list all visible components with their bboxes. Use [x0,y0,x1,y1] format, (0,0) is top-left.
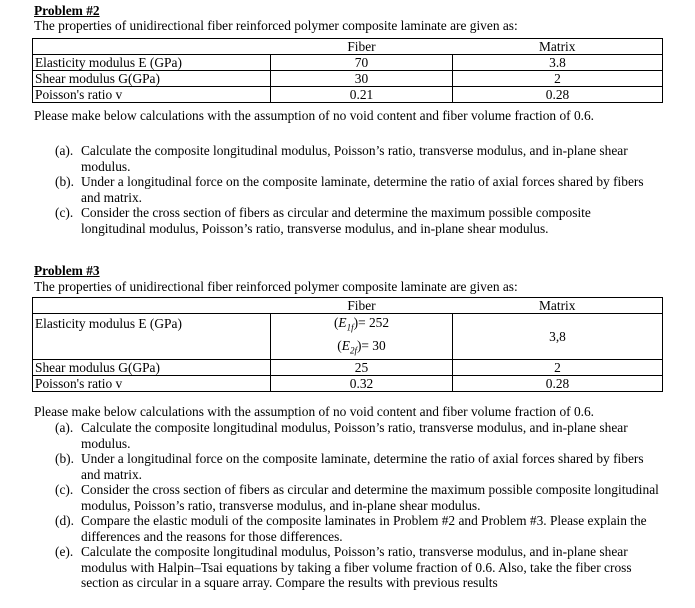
question-text: Under a longitudinal force on the composite laminate, determine the ratio of axial forces shared by fibers and matrix. [81,174,644,205]
question-text: Calculate the composite longitudinal modulus, Poisson’s ratio, transverse modulus, and in-plane shear modulus. [81,420,628,451]
row-label: Elasticity modulus E (GPa) [33,314,271,360]
table-header-row [33,298,663,314]
header-fiber: Fiber [271,298,453,314]
table-row [33,55,663,71]
fiber-value: 0.21 [271,87,453,103]
question-label: (a). [55,420,74,435]
header-blank [33,39,271,55]
problem2-intro: The properties of unidirectional fiber reinforced polymer composite laminate are given as: [34,18,518,33]
matrix-value: 0.28 [453,87,663,103]
fiber-value [271,314,453,360]
e1f-line: $(E_{1f})= 252$ [333,315,390,333]
matrix-value: 0.28 [453,376,663,392]
question-text: Under a longitudinal force on the composite laminate, determine the ratio of axial forces shared by fibers and matrix. [81,451,644,482]
e1f-value: )= 252 [353,315,390,330]
problem3-question-list [55,420,660,591]
question-label: (d). [55,513,74,528]
table-row [33,314,663,360]
table-row [33,71,663,87]
problem2-title: Problem #2 [34,3,100,18]
matrix-value: 2 [453,360,663,376]
question-item [55,205,655,236]
question-item [55,174,655,205]
matrix-value: 2 [453,71,663,87]
question-text: Consider the cross section of fibers as circular and determine the maximum possible composite longitudinal modulus, Poisson’s ratio, transverse modulus, and in-plane shear modulus. [81,482,659,513]
fiber-value: 70 [271,55,453,71]
question-label: (c). [55,482,74,497]
question-item [55,544,660,591]
question-item [55,451,660,482]
problem2-properties-table [32,38,663,103]
question-text: Consider the cross section of fibers as circular and determine the maximum possible composite longitudinal modulus, Poisson’s ratio, transverse modulus, and in-plane shear modulus. [81,205,591,236]
question-text: Calculate the composite longitudinal modulus, Poisson’s ratio, transverse modulus, and in-plane shear modulus. [81,143,628,174]
table-row [33,376,663,392]
header-fiber: Fiber [271,39,453,55]
fiber-value: 25 [271,360,453,376]
header-matrix: Matrix [453,39,663,55]
question-item [55,513,660,544]
table-row [33,87,663,103]
question-item [55,143,655,174]
question-item [55,482,660,513]
question-item [55,420,660,451]
question-text: Compare the elastic moduli of the composite laminates in Problem #2 and Problem #3. Please explain the differences and the reasons for those differences. [81,513,647,544]
e2f-symbol: $E_{2f}$ [341,337,357,356]
question-text: Calculate the composite longitudinal modulus, Poisson’s ratio, transverse modulus, and in-plane shear modulus with Halpin–Tsai equations by taking a fiber volume fraction of 0.6. Also, take the fiber cross section as circular in a square array. Compare the results with previous results [81,544,632,590]
question-label: (a). [55,143,74,158]
table-row [33,360,663,376]
matrix-value: 3,8 [453,314,663,360]
problem3-title: Problem #3 [34,263,100,278]
row-label: Elasticity modulus E (GPa) [33,55,271,71]
header-blank [33,298,271,314]
problem3-properties-table [32,297,663,392]
row-label: Poisson's ratio v [33,87,271,103]
e2f-line: $(E_{2f})= 30$ [337,337,386,356]
problem2-instruction: Please make below calculations with the assumption of no void content and fiber volume fraction of 0.6. [34,108,595,123]
e1f-symbol: $E_{1f}$ [338,315,354,333]
row-label: Poisson's ratio v [33,376,271,392]
question-label: (b). [55,174,74,189]
problem3-instruction: Please make below calculations with the assumption of no void content and fiber volume fraction of 0.6. [34,404,595,419]
question-label: (b). [55,451,74,466]
fiber-value: 0.32 [271,376,453,392]
table-header-row [33,39,663,55]
matrix-value: 3.8 [453,55,663,71]
problem2-question-list [55,143,655,236]
fiber-value: 30 [271,71,453,87]
question-label: (e). [55,544,74,559]
row-label: Shear modulus G(GPa) [33,360,271,376]
question-label: (c). [55,205,74,220]
e2f-value: )= 30 [356,337,386,353]
problem3-intro: The properties of unidirectional fiber reinforced polymer composite laminate are given as: [34,279,518,294]
header-matrix: Matrix [453,298,663,314]
row-label: Shear modulus G(GPa) [33,71,271,87]
